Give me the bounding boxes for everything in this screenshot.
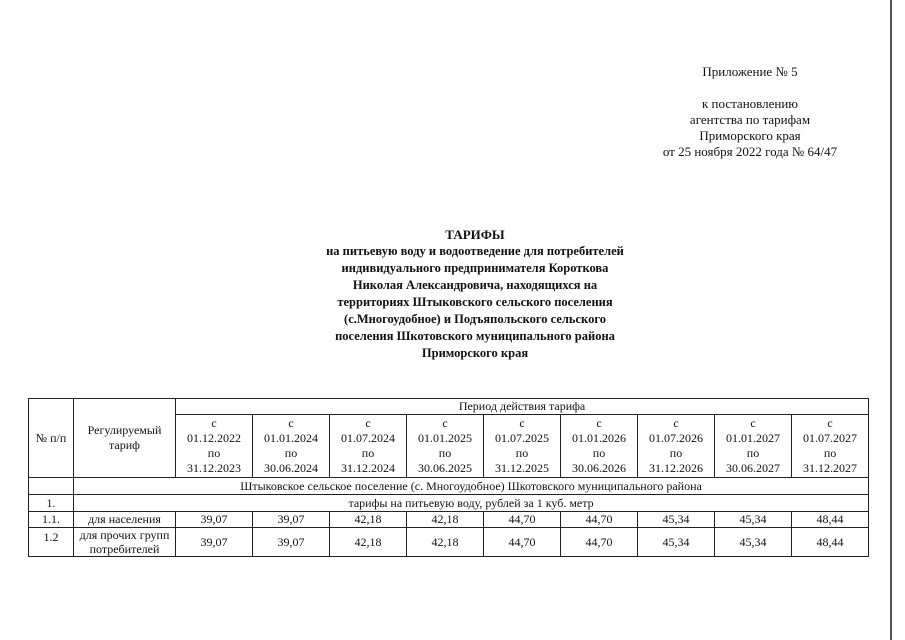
period-to-word: по <box>361 446 375 460</box>
tariff-value: 42,18 <box>407 528 484 557</box>
row-label: для прочих групп потребителей <box>74 528 176 557</box>
period-header-cell <box>792 415 869 478</box>
tariff-value: 44,70 <box>484 512 561 528</box>
subsection-row <box>29 495 869 512</box>
header-num: № п/п <box>29 399 74 478</box>
title-line: Николая Александровича, находящихся на <box>352 278 598 292</box>
tariff-value: 48,44 <box>792 512 869 528</box>
title-line: индивидуального предпринимателя Короткова <box>341 261 609 275</box>
period-header-cell <box>253 415 330 478</box>
tariff-table <box>28 398 869 557</box>
section-row <box>29 478 869 495</box>
section-num-cell <box>29 478 74 495</box>
tariff-value: 42,18 <box>330 512 407 528</box>
period-from: 01.07.2024 <box>341 431 395 445</box>
period-from: 01.01.2025 <box>418 431 472 445</box>
section-title: Штыковское сельское поселение (с. Многоудобное) Шкотовского муниципального района <box>74 478 869 495</box>
period-to: 31.12.2025 <box>495 461 549 475</box>
tariff-value: 45,34 <box>715 528 792 557</box>
subsection-num: 1. <box>29 495 74 512</box>
appendix-line: к постановлению <box>701 96 799 111</box>
appendix-block <box>640 64 860 160</box>
period-from: 01.01.2024 <box>264 431 318 445</box>
period-header-cell <box>330 415 407 478</box>
period-from-word: с <box>750 416 756 430</box>
period-to: 30.06.2025 <box>418 461 472 475</box>
tariff-value: 42,18 <box>407 512 484 528</box>
header-tariff: Регулируемый тариф <box>74 399 176 478</box>
title-line: территориях Штыковского сельского поселения <box>337 295 613 309</box>
table-row <box>29 528 869 557</box>
period-from: 01.07.2025 <box>495 431 549 445</box>
period-to-word: по <box>592 446 606 460</box>
period-header-cell <box>407 415 484 478</box>
appendix-line: Приморского края <box>699 128 801 143</box>
tariff-value: 45,34 <box>638 528 715 557</box>
document-title <box>215 226 735 362</box>
title-line: Приморского края <box>421 346 529 360</box>
tariff-value: 45,34 <box>715 512 792 528</box>
tariff-value: 44,70 <box>561 528 638 557</box>
page-edge-line <box>890 0 892 640</box>
period-from-word: с <box>211 416 217 430</box>
period-from-word: с <box>442 416 448 430</box>
period-to-word: по <box>746 446 760 460</box>
tariff-value: 42,18 <box>330 528 407 557</box>
tariff-value: 48,44 <box>792 528 869 557</box>
row-label: для населения <box>74 512 176 528</box>
period-from: 01.07.2026 <box>649 431 703 445</box>
period-to-word: по <box>207 446 221 460</box>
period-to-word: по <box>669 446 683 460</box>
period-to-word: по <box>515 446 529 460</box>
period-to-word: по <box>823 446 837 460</box>
period-from-word: с <box>519 416 525 430</box>
period-to: 31.12.2023 <box>187 461 241 475</box>
table-row <box>29 512 869 528</box>
appendix-number: Приложение № 5 <box>702 64 798 79</box>
appendix-gap <box>640 80 860 96</box>
tariff-value: 45,34 <box>638 512 715 528</box>
period-to: 30.06.2026 <box>572 461 626 475</box>
appendix-line: агентства по тарифам <box>689 112 811 127</box>
header-period: Период действия тарифа <box>176 399 869 415</box>
period-from: 01.07.2027 <box>803 431 858 445</box>
title-heading: ТАРИФЫ <box>445 227 505 242</box>
title-line: на питьевую воду и водоотведение для потребителей <box>326 244 624 258</box>
period-from: 01.01.2026 <box>572 431 626 445</box>
tariff-value: 39,07 <box>176 528 253 557</box>
period-header-cell <box>176 415 253 478</box>
period-to: 31.12.2024 <box>341 461 395 475</box>
tariff-value: 39,07 <box>176 512 253 528</box>
period-header-cell <box>484 415 561 478</box>
period-from-word: с <box>288 416 294 430</box>
period-to: 31.12.2027 <box>803 461 858 475</box>
period-from-word: с <box>596 416 602 430</box>
period-to: 30.06.2024 <box>264 461 318 475</box>
subsection-title: тарифы на питьевую воду, рублей за 1 куб. метр <box>74 495 869 512</box>
title-line: (с.Многоудобное) и Подъяпольского сельского <box>344 312 606 326</box>
row-num: 1.1. <box>29 512 74 528</box>
tariff-value: 39,07 <box>253 528 330 557</box>
period-from-word: с <box>673 416 679 430</box>
tariff-value: 44,70 <box>561 512 638 528</box>
period-header-cell <box>561 415 638 478</box>
period-from: 01.01.2027 <box>726 431 780 445</box>
tariff-value: 39,07 <box>253 512 330 528</box>
period-to-word: по <box>438 446 452 460</box>
table-body <box>29 478 869 557</box>
period-to-word: по <box>284 446 298 460</box>
period-to: 31.12.2026 <box>649 461 703 475</box>
tariff-value: 44,70 <box>484 528 561 557</box>
period-from: 01.12.2022 <box>187 431 241 445</box>
period-header-cell <box>638 415 715 478</box>
period-to: 30.06.2027 <box>726 461 780 475</box>
period-from-word: с <box>365 416 371 430</box>
period-header-cell <box>715 415 792 478</box>
row-num: 1.2 <box>29 528 74 557</box>
period-from-word: с <box>827 416 833 430</box>
appendix-line: от 25 ноября 2022 года № 64/47 <box>662 144 838 159</box>
title-line: поселения Шкотовского муниципального района <box>335 329 615 343</box>
